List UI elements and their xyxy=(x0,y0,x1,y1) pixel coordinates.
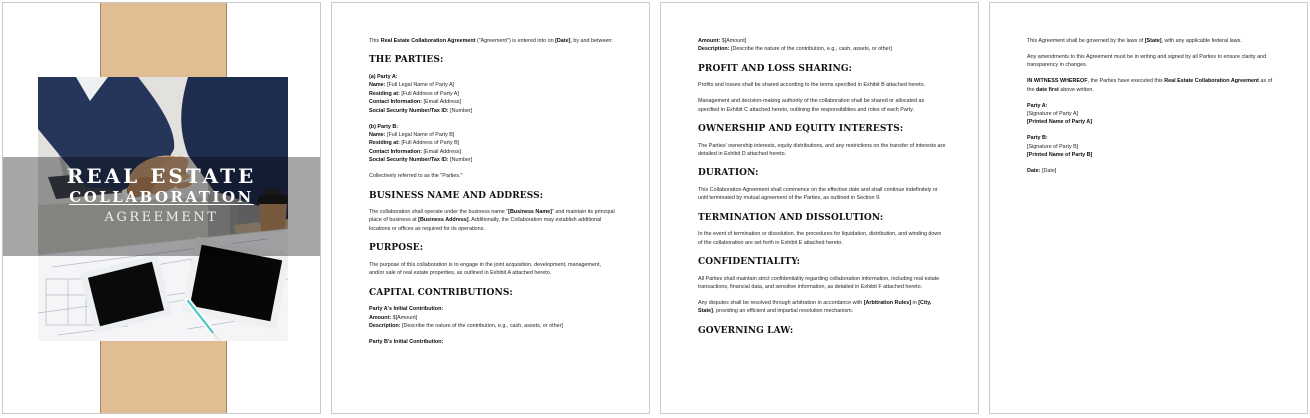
document-page-3 xyxy=(989,2,1308,414)
field-lines xyxy=(698,37,946,54)
field-line: Party A: xyxy=(1027,102,1048,109)
field-line: [Signature of Party A] xyxy=(1027,111,1078,118)
section-heading: TERMINATION AND DISSOLUTION: xyxy=(698,212,884,223)
paragraph: This Agreement shall be governed by the laws of [State], with any applicable federal laws. xyxy=(1027,38,1242,44)
section-heading: GOVERNING LAW: xyxy=(698,325,794,336)
field-lines xyxy=(1027,167,1275,175)
field-line: Social Security Number/Tax ID: [Number] xyxy=(369,107,473,114)
paragraph: Any amendments to this Agreement must be in writing and signed by all Parties to ensure clarity and transparency in changes. xyxy=(1027,53,1267,69)
section-heading: THE PARTIES: xyxy=(369,55,444,66)
document-page-1 xyxy=(331,2,650,414)
paragraph: All Parties shall maintain strict confidentiality regarding collaboration information, including real estate transactions, financial data, and sensitive information, as detailed in Exhibit F attached hereto. xyxy=(698,275,940,291)
field-lines xyxy=(1027,102,1275,127)
document-page-2 xyxy=(660,2,979,414)
cover-title-line2: COLLABORATION xyxy=(69,188,254,207)
field-line: Residing at: [Full Address of Party A] xyxy=(369,90,459,97)
field-line: Social Security Number/Tax ID: [Number] xyxy=(369,157,473,164)
field-line: [Printed Name of Party A] xyxy=(1027,119,1093,126)
paragraph: The Parties' ownership interests, equity distributions, and any restrictions on the transfer of interests are detailed in Exhibit D attached hereto. xyxy=(698,142,946,158)
field-line: [Signature of Party B] xyxy=(1027,143,1079,150)
field-line: Contact Information: [Email Address] xyxy=(369,99,461,106)
section-heading: CAPITAL CONTRIBUTIONS: xyxy=(369,287,513,298)
field-line: Description: [Describe the nature of the contribution, e.g., cash, assets, or other] xyxy=(698,46,892,53)
field-lines xyxy=(369,338,617,346)
field-line: Residing at: [Full Address of Party B] xyxy=(369,140,460,147)
field-line: Contact Information: [Email Address] xyxy=(369,148,461,155)
field-lines xyxy=(1027,134,1275,159)
field-line: Party B: xyxy=(1027,135,1048,142)
cover-page xyxy=(2,2,321,414)
paragraph: Any disputes shall be resolved through arbitration in accordance with [Arbitration Rules] in [City, State], providing an efficient and impartial resolution mechanism. xyxy=(698,299,932,315)
paragraph: Collectively referred to as the "Parties." xyxy=(369,173,463,180)
paragraph: This Collaboration Agreement shall commence on the effective date and shall continue indefinitely or until terminated by mutual agreement of the Parties, as outlined in Section 9. xyxy=(698,186,938,202)
field-line: Description: [Describe the nature of the contribution, e.g., cash, assets, or other] xyxy=(369,323,563,330)
section-heading: CONFIDENTIALITY: xyxy=(698,257,801,268)
paragraph: This Real Estate Collaboration Agreement ("Agreement") is entered into on [Date], by and between: xyxy=(369,38,613,44)
field-line: (a) Party A: xyxy=(369,73,398,80)
document-page-3-content xyxy=(990,3,1307,176)
field-line: Name: [Full Legal Name of Party B] xyxy=(369,131,455,138)
section-heading: BUSINESS NAME AND ADDRESS: xyxy=(369,190,544,201)
paragraph: The purpose of this collaboration is to engage in the joint acquisition, development, management, and/or sale of real estate properties, as outlined in Exhibit A attached hereto. xyxy=(369,261,601,277)
cover-title-block xyxy=(3,165,320,225)
section-heading: DURATION: xyxy=(698,168,759,179)
paragraph: The collaboration shall operate under the business name "[Business Name]" and maintain its principal place of business at [Business Address]. Additionally, the Collaboration may establish additional locations or offices as required for its operations. xyxy=(369,209,615,232)
paragraph: In the event of termination or dissolution, the procedures for liquidation, distribution, and winding down of the collaboration are set forth in Exhibit E attached hereto. xyxy=(698,231,942,246)
field-line: Date: [Date] xyxy=(1027,168,1057,175)
field-lines xyxy=(369,123,617,165)
field-line: Party B's Initial Contribution: xyxy=(369,338,444,345)
paragraph: IN WITNESS WHEREOF, the Parties have executed this Real Estate Collaboration Agreement as of the date first above written. xyxy=(1027,78,1273,93)
field-line: Name: [Full Legal Name of Party A] xyxy=(369,82,455,89)
field-line: Amount: $[Amount] xyxy=(369,314,418,321)
paragraph: Profits and losses shall be shared according to the terms specified in Exhibit B attached hereto. xyxy=(698,82,926,89)
section-heading: OWNERSHIP AND EQUITY INTERESTS: xyxy=(698,124,904,135)
field-line: (b) Party B: xyxy=(369,123,399,130)
section-heading: PURPOSE: xyxy=(369,243,424,254)
document-page-1-content xyxy=(332,3,649,346)
cover-title-line3: AGREEMENT xyxy=(104,209,219,225)
paragraph: Management and decision-making authority of the collaboration shall be shared or allocated as specified in Exhibit C attached hereto, outlining the responsibilities and roles of each Party. xyxy=(698,98,925,113)
field-line: Party A's Initial Contribution: xyxy=(369,306,444,313)
section-heading: PROFIT AND LOSS SHARING: xyxy=(698,63,853,74)
field-line: Amount: $[Amount] xyxy=(698,38,747,44)
field-line: [Printed Name of Party B] xyxy=(1027,152,1093,159)
cover-title-line1: REAL ESTATE xyxy=(66,164,257,188)
field-lines xyxy=(369,73,617,115)
document-page-2-content xyxy=(661,3,978,336)
field-lines xyxy=(369,305,617,330)
